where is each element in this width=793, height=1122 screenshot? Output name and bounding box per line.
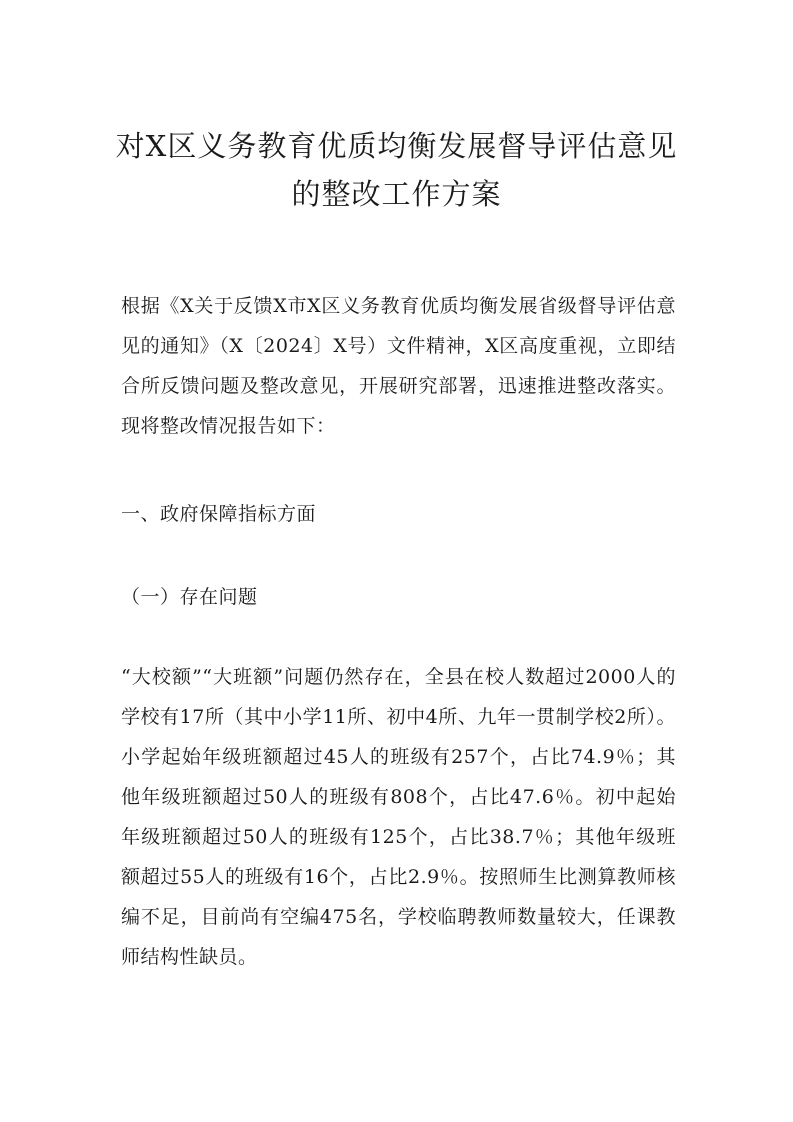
problem-paragraph: “大校额”“大班额”问题仍然存在，全县在校人数超过2000人的学校有17所（其中小学11所、初中4所、九年一贯制学校2所）。小学起始年级班额超过45人的班级有257个，占比74.9％；其他年级班额超过50人的班级有808个，占比47.6％。初中起始年级班额超过50人的班级有125个，占比38.7％；其他年级班额超过55人的班级有16个，占比2.9％。按照师生比测算教师核编不足，目前尚有空编475名，学校临聘教师数量较大，任课教师结构性缺员。: [121, 666, 676, 968]
document-title: [100, 122, 693, 218]
title-line-2: 的整改工作方案: [291, 177, 502, 211]
subsection-heading: （一）存在问题: [121, 586, 258, 608]
intro-paragraph: 根据《X关于反馈X市X区义务教育优质均衡发展省级督导评估意见的通知》（X〔2024〕X号）文件精神，X区高度重视，立即结合所反馈问题及整改意见，开展研究部署，迅速推进整改落实。现将整改情况报告如下：: [121, 295, 676, 437]
section-heading: 一、政府保障指标方面: [121, 503, 317, 525]
title-line-1: 对X区义务教育优质均衡发展督导评估意见: [115, 129, 678, 163]
